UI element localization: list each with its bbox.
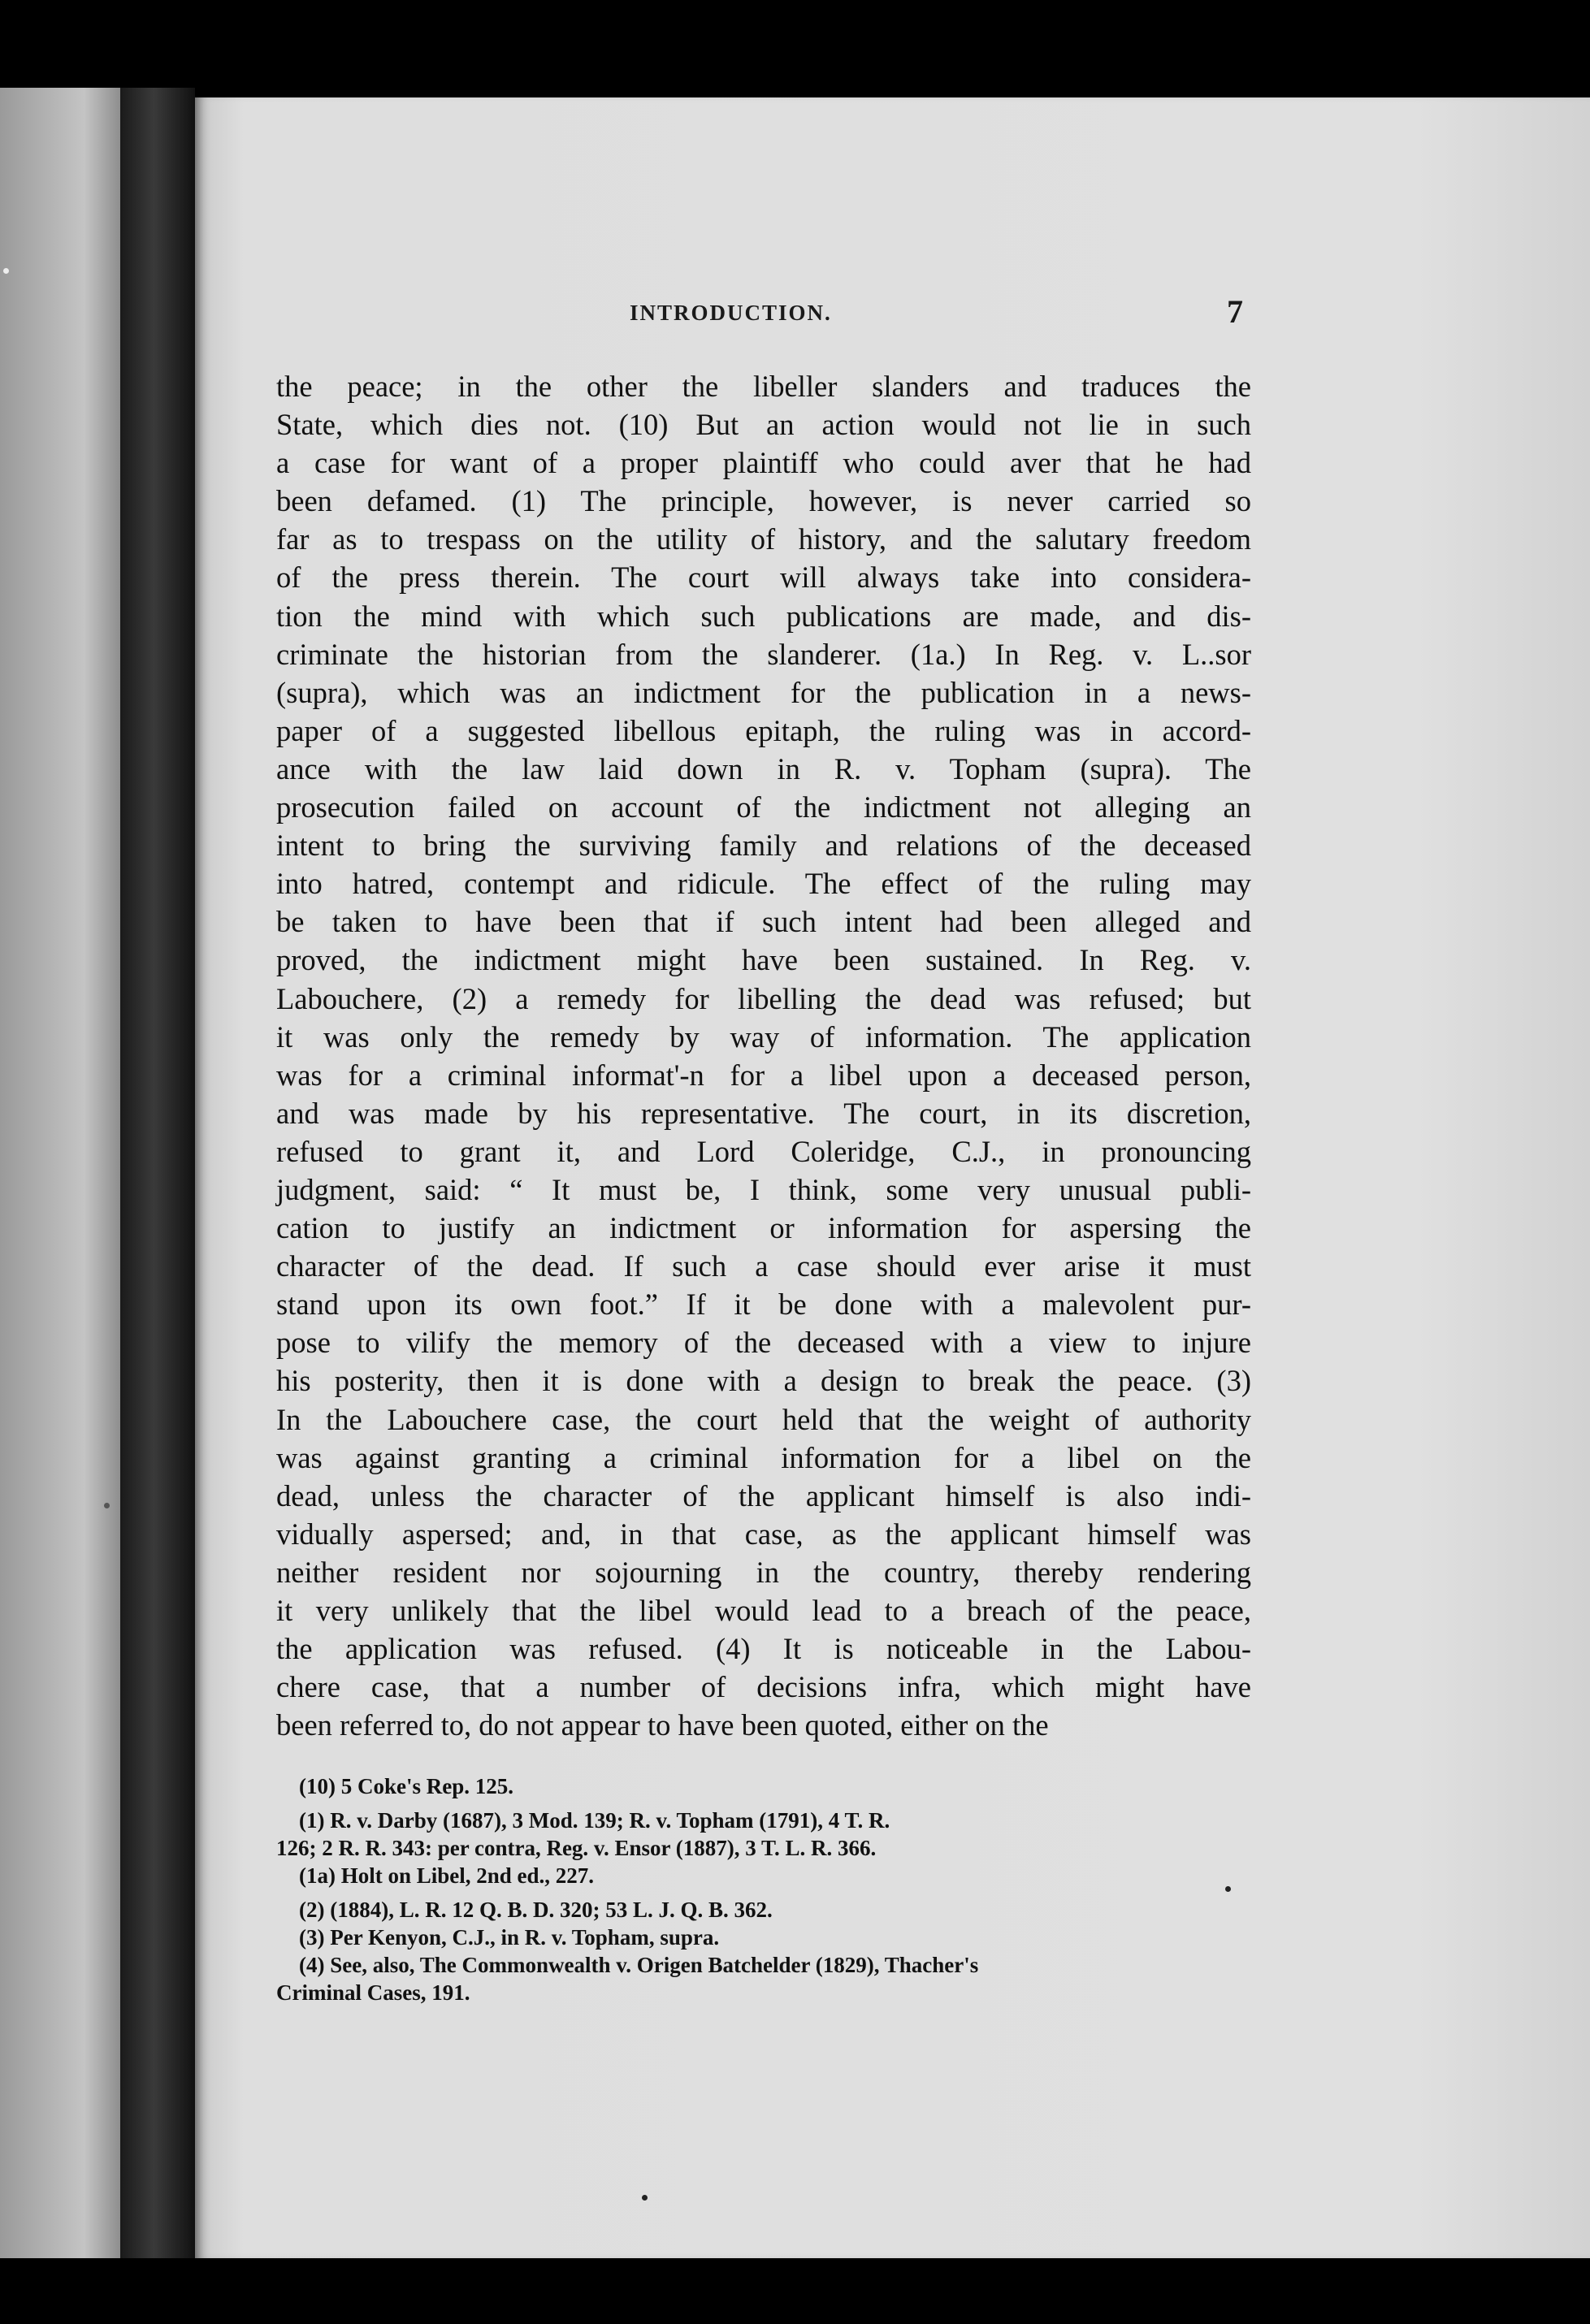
footnote-continuation: Criminal Cases, 191.	[276, 1980, 470, 2005]
text-line: In the Labouchere case, the court held that the weight of authority	[276, 1402, 1251, 1436]
text-line: been defamed. (1) The principle, however, is never carried so	[276, 484, 1251, 518]
text-line: vidually aspersed; and, in that case, as the applicant himself was	[276, 1517, 1251, 1551]
footnotes	[276, 1772, 1254, 2006]
footnote-continuation: 126; 2 R. R. 343: per contra, Reg. v. Ensor (1887), 3 T. L. R. 366.	[276, 1836, 877, 1860]
text-line: prosecution failed on account of the indictment not alleging an	[276, 790, 1251, 824]
footnote: (3) Per Kenyon, C.J., in R. v. Topham, supra.	[299, 1925, 720, 1950]
footnote: (4) See, also, The Commonwealth v. Origen Batchelder (1829), Thacher's	[299, 1953, 979, 1977]
footnote: (10) 5 Coke's Rep. 125.	[299, 1774, 513, 1798]
text-line: intent to bring the surviving family and relations of the deceased	[276, 829, 1251, 863]
text-line: ance with the law laid down in R. v. Topham (supra). The	[276, 751, 1251, 785]
text-line: it very unlikely that the libel would lead to a breach of the peace,	[276, 1594, 1251, 1627]
speck-mark	[1225, 1886, 1231, 1892]
text-line: into hatred, contempt and ridicule. The effect of the ruling may	[276, 867, 1251, 901]
page-number: 7	[1227, 293, 1243, 330]
text-line: (supra), which was an indictment for the publication in a news-	[276, 675, 1251, 709]
text-line: dead, unless the character of the applicant himself is also indi-	[276, 1478, 1251, 1513]
text-line: and was made by his representative. The court, in its discretion,	[276, 1096, 1251, 1130]
text-line: character of the dead. If such a case should ever arise it must	[276, 1249, 1251, 1283]
text-line: neither resident nor sojourning in the country, thereby rendering	[276, 1555, 1251, 1589]
text-line: criminate the historian from the slanderer. (1a.) In Reg. v. L..sor	[276, 637, 1251, 671]
text-line: a case for want of a proper plaintiff who could aver that he had	[276, 446, 1251, 480]
running-head: INTRODUCTION.	[630, 301, 832, 325]
text-line: tion the mind with which such publications are made, and dis-	[276, 599, 1251, 633]
text-line: refused to grant it, and Lord Coleridge, C.J., in pronouncing	[276, 1134, 1251, 1168]
text-line: the application was refused. (4) It is noticeable in the Labou-	[276, 1632, 1251, 1666]
text-line: pose to vilify the memory of the deceased with a view to injure	[276, 1326, 1251, 1360]
text-line: be taken to have been that if such intent had been alleged and	[276, 905, 1251, 939]
text-line: was against granting a criminal information for a libel on the	[276, 1440, 1251, 1474]
speck-mark	[3, 268, 9, 274]
footnote: (1) R. v. Darby (1687), 3 Mod. 139; R. v. Topham (1791), 4 T. R.	[299, 1808, 890, 1833]
text-line: been referred to, do not appear to have been quoted, either on the	[276, 1708, 1049, 1742]
text-line: far as to trespass on the utility of history, and the salutary freedom	[276, 522, 1251, 556]
text-line: Labouchere, (2) a remedy for libelling the dead was refused; but	[276, 981, 1251, 1015]
facing-page-edge	[0, 88, 120, 2258]
text-line: his posterity, then it is done with a design to break the peace. (3)	[276, 1364, 1251, 1398]
text-line: chere case, that a number of decisions infra, which might have	[276, 1670, 1251, 1704]
text-line: was for a criminal informat'-n for a libel upon a deceased person,	[276, 1058, 1251, 1092]
text-line: proved, the indictment might have been sustained. In Reg. v.	[276, 943, 1251, 977]
text-line: State, which dies not. (10) But an action would not lie in such	[276, 408, 1251, 442]
text-line: of the press therein. The court will always take into considera-	[276, 560, 1251, 595]
text-line: the peace; in the other the libeller slanders and traduces the	[276, 370, 1251, 403]
text-line: cation to justify an indictment or information for aspersing the	[276, 1211, 1251, 1245]
text-line: judgment, said: “ It must be, I think, some very unusual publi-	[276, 1172, 1251, 1206]
body-text	[276, 367, 1251, 1744]
book-gutter	[120, 88, 195, 2258]
page-header	[276, 292, 1251, 341]
footnote: (1a) Holt on Libel, 2nd ed., 227.	[299, 1863, 595, 1888]
speck-mark	[104, 1503, 110, 1508]
text-line: stand upon its own foot.” If it be done with a malevolent pur-	[276, 1288, 1251, 1322]
text-line: it was only the remedy by way of information. The application	[276, 1019, 1251, 1054]
speck-mark	[642, 2195, 648, 2201]
text-line: paper of a suggested libellous epitaph, the ruling was in accord-	[276, 713, 1251, 747]
footnote: (2) (1884), L. R. 12 Q. B. D. 320; 53 L. J. Q. B. 362.	[299, 1898, 773, 1922]
